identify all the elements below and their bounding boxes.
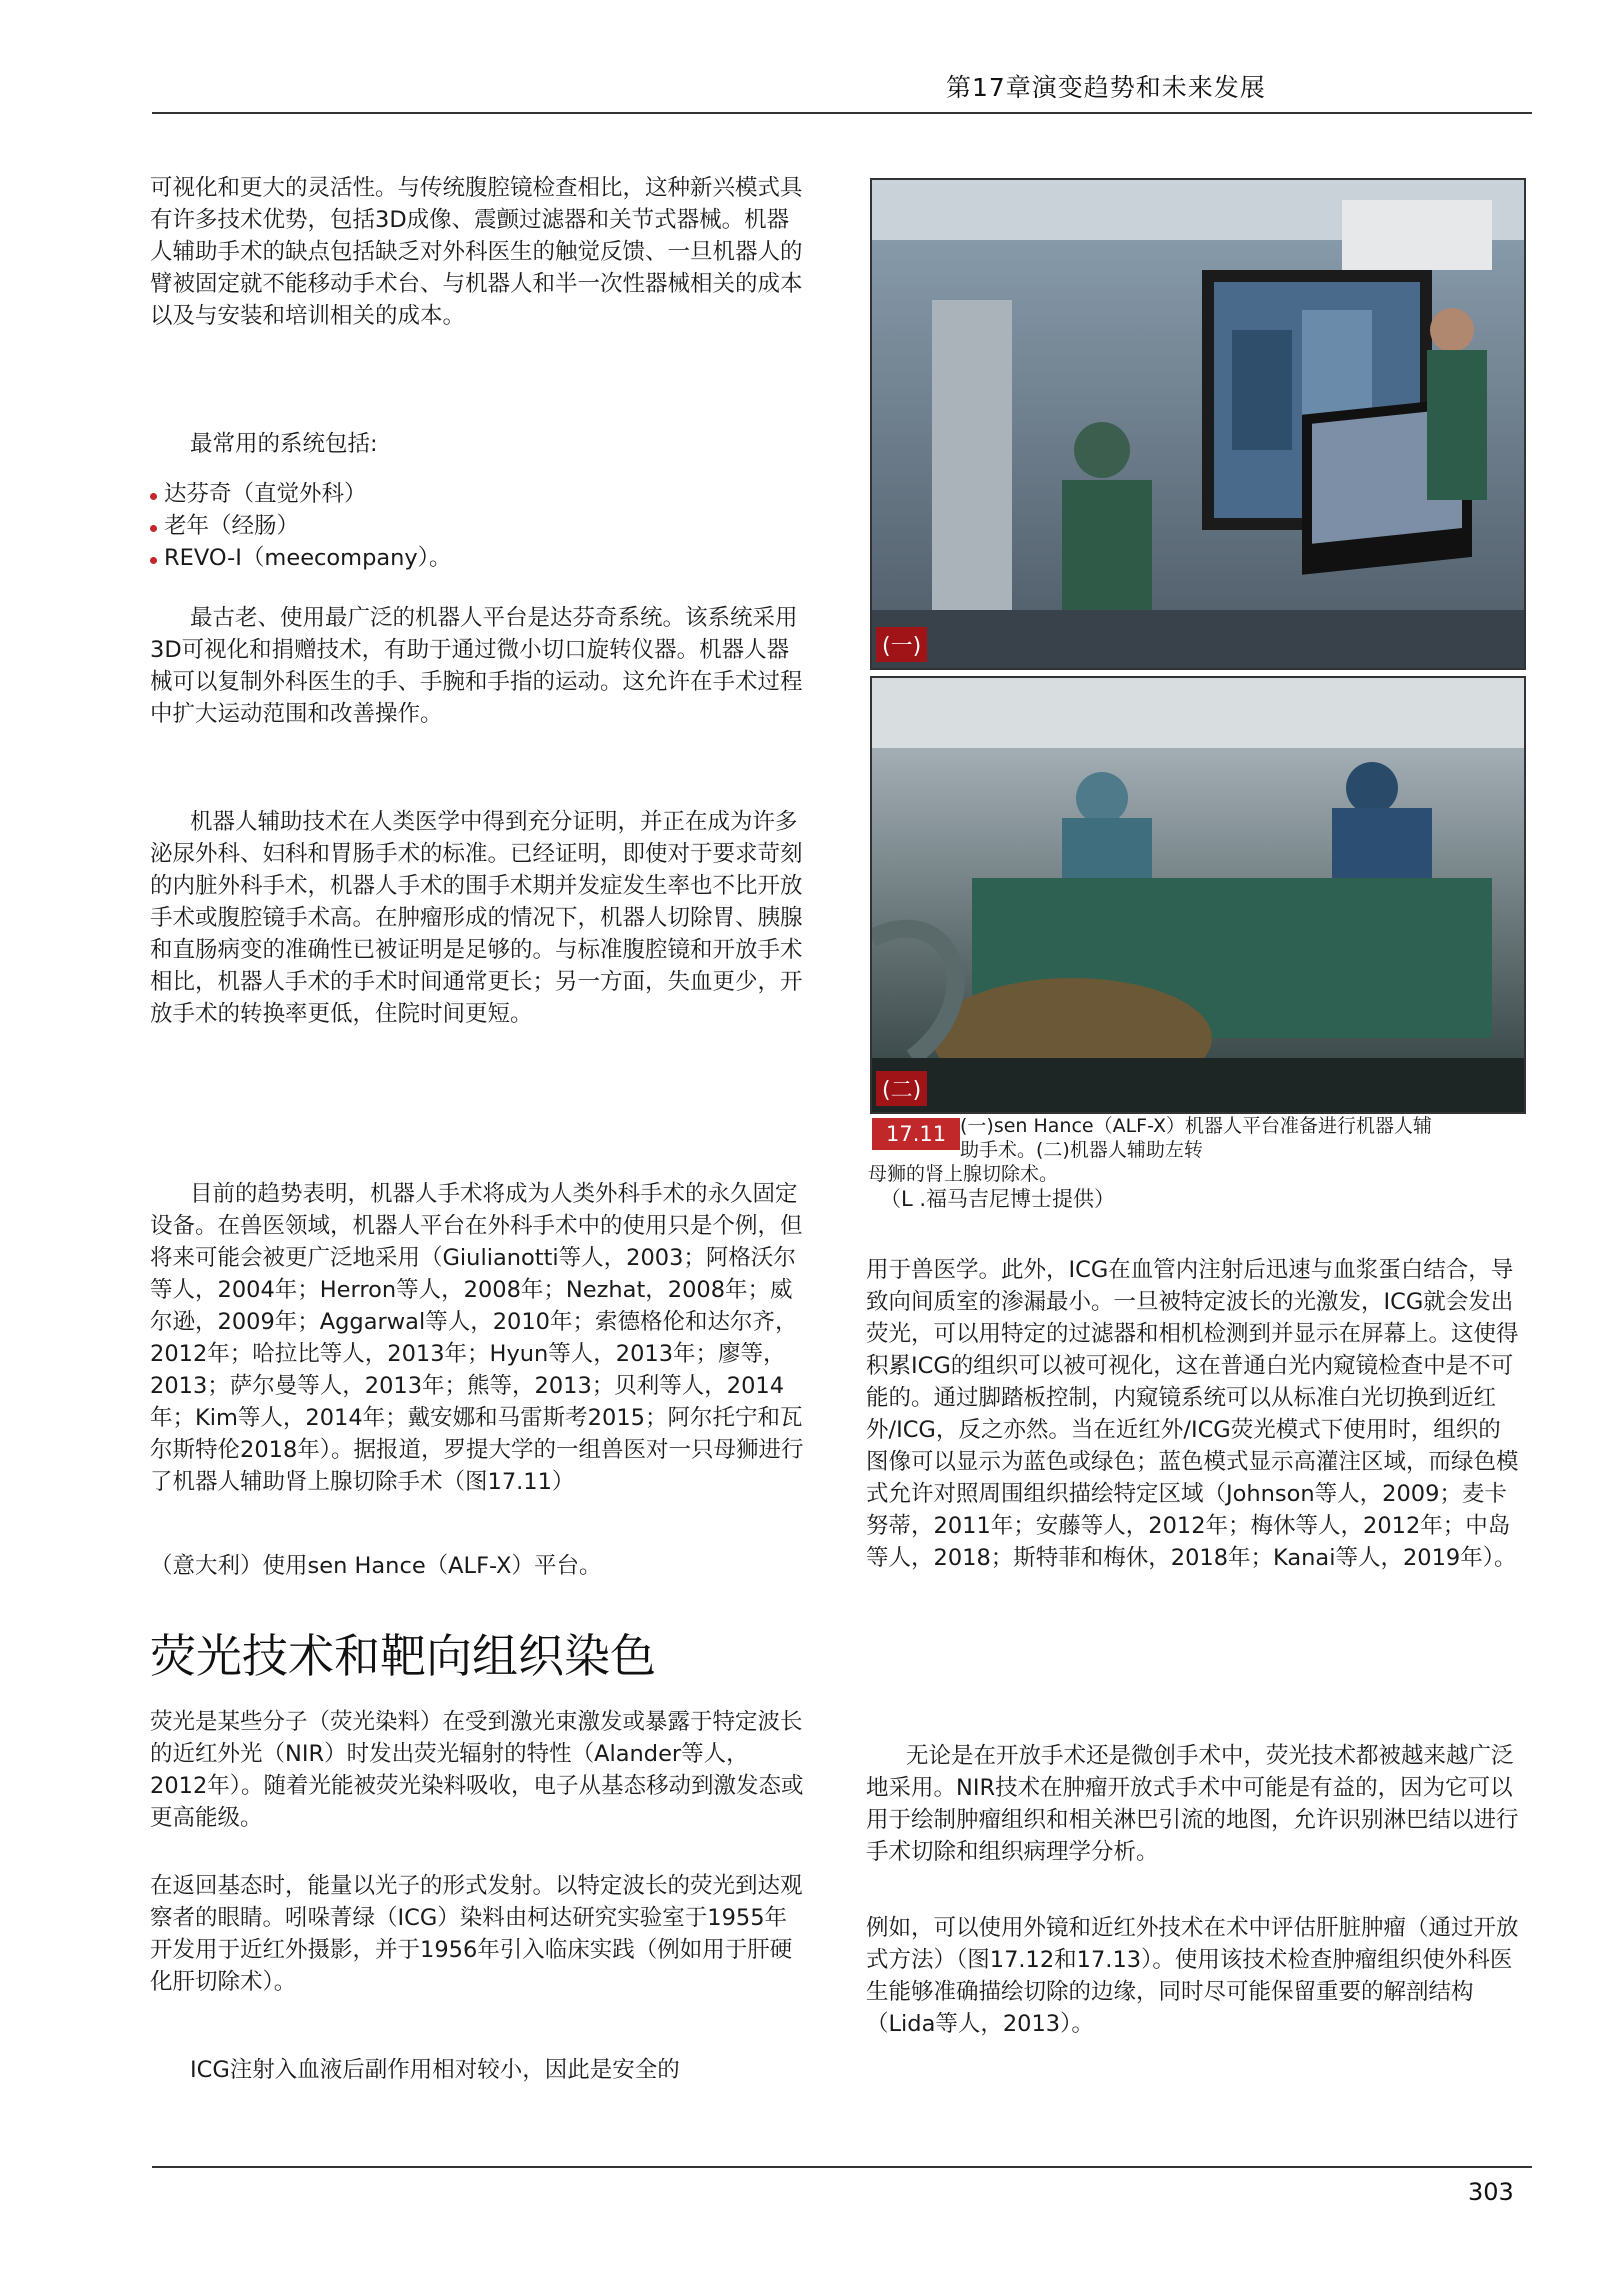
right-paragraph-3: 例如，可以使用外镜和近红外技术在术中评估肝脏肿瘤（通过开放式方法）（图17.12和17.13）。使用该技术检查肿瘤组织使外科医生能够准确描绘切除的边缘，同时尽可能保留重要的解剖结构（Lida等人，2013）。 [866, 1915, 1519, 2037]
left-paragraph-8: 在返回基态时，能量以光子的形式发射。以特定波长的荧光到达观察者的眼睛。吲哚菁绿（ICG）染料由柯达研究实验室于1955年开发用于近红外摄影，并于1956年引入临床实践（例如用于肝硬化肝切除术）。 [150, 1873, 803, 1995]
right-paragraph-2: 无论是在开放手术还是微创手术中，荧光技术都被越来越广泛地采用。NIR技术在肿瘤开放式手术中可能是有益的，因为它可以用于绘制肿瘤组织和相关淋巴引流的地图，允许识别淋巴结以进行手术切除和组织病理学分析。 [866, 1743, 1519, 1865]
list-item: REVO-I（meecompany）。 [150, 542, 805, 574]
systems-intro: 最常用的系统包括: [190, 431, 378, 457]
figure-label-a: (一) [876, 627, 927, 662]
figure-caption-tail: 母狮的肾上腺切除术。 [868, 1163, 1059, 1185]
left-paragraph-3: 最古老、使用最广泛的机器人平台是达芬奇系统。该系统采用3D可视化和捐赠技术，有助于通过微小切口旋转仪器。机器人器械可以复制外科医生的手、手腕和手指的运动。这允许在手术过程中扩大运动范围和改善操作。 [150, 605, 803, 727]
left-paragraph-5: 目前的趋势表明，机器人手术将成为人类外科手术的永久固定设备。在兽医领域，机器人平台在外科手术中的使用只是个例，但将来可能会被更广泛地采用（Giulianotti等人，2003；阿格沃尔等人，2004年；Herron等人，2008年；Nezhat，2008年；威尔逊，2009年；Aggarwal等人，2010年；索德格伦和达尔齐，2012年；哈拉比等人，2013年；Hyun等人，2013年；廖等，2013；萨尔曼等人，2013年；熊等，2013；贝利等人，2014年；Kim等人，2014年；戴安娜和马雷斯考2015；阿尔托宁和瓦尔斯特伦2018年）。据报道，罗提大学的一组兽医对一只母狮进行了机器人辅助肾上腺切除手术（图17.11） [150, 1181, 804, 1495]
page-number: 303 [1468, 2178, 1514, 2206]
running-header: 第17章演变趋势和未来发展 [946, 73, 1266, 102]
list-item: 老年（经肠） [150, 510, 805, 542]
left-paragraph-4: 机器人辅助技术在人类医学中得到充分证明，并正在成为许多泌尿外科、妇科和胃肠手术的标准。已经证明，即使对于要求苛刻的内脏外科手术，机器人手术的围手术期并发症发生率也不比开放手术或腹腔镜手术高。在肿瘤形成的情况下，机器人切除胃、胰腺和直肠病变的准确性已被证明是足够的。与标准腹腔镜和开放手术相比，机器人手术的手术时间通常更长；另一方面，失血更少，开放手术的转换率更低，住院时间更短。 [150, 809, 803, 1027]
figure-caption: (一)sen Hance（ALF-X）机器人平台准备进行机器人辅助手术。(二)机器人辅助左转 [960, 1115, 1433, 1161]
figure-17-11-b-photo [870, 676, 1526, 1114]
left-paragraph-6: （意大利）使用sen Hance（ALF-X）平台。 [150, 1553, 602, 1579]
figure-credit: （L .福马吉尼博士提供） [880, 1187, 1116, 1211]
left-paragraph-1: 可视化和更大的灵活性。与传统腹腔镜检查相比，这种新兴模式具有许多技术优势，包括3D成像、震颤过滤器和关节式器械。机器人辅助手术的缺点包括缺乏对外科医生的触觉反馈、一旦机器人的臂被固定就不能移动手术台、与机器人和半一次性器械相关的成本以及与安装和培训相关的成本。 [150, 175, 803, 329]
figure-17-11-a-photo [870, 178, 1526, 670]
left-paragraph-9: ICG注射入血液后副作用相对较小，因此是安全的 [190, 2057, 680, 2083]
operating-room-photo [872, 180, 1524, 668]
footer-rule [152, 2166, 1532, 2168]
left-paragraph-7: 荧光是某些分子（荧光染料）在受到激光束激发或暴露于特定波长的近红外光（NIR）时发出荧光辐射的特性（Alander等人，2012年）。随着光能被荧光染料吸收，电子从基态移动到激发态或更高能级。 [150, 1709, 804, 1831]
right-paragraph-1: 用于兽医学。此外，ICG在血管内注射后迅速与血浆蛋白结合，导致向间质室的渗漏最小。一旦被特定波长的光激发，ICG就会发出荧光，可以用特定的过滤器和相机检测到并显示在屏幕上。这使得积累ICG的组织可以被可视化，这在普通白光内窥镜检查中是不可能的。通过脚踏板控制，内窥镜系统可以从标准白光切换到近红外/ICG，反之亦然。当在近红外/ICG荧光模式下使用时，组织的图像可以显示为蓝色或绿色；蓝色模式显示高灌注区域，而绿色模式允许对照周围组织描绘特定区域（Johnson等人，2009；麦卡努蒂，2011年；安藤等人，2012年；梅休等人，2012年；中岛等人，2018；斯特菲和梅休，2018年；Kanai等人，2019年）。 [866, 1257, 1519, 1571]
section-title: 荧光技术和靶向组织染色 [150, 1629, 656, 1683]
figure-label-b: (二) [876, 1071, 927, 1106]
list-item: 达芬奇（直觉外科） [150, 478, 805, 510]
figure-number-badge: 17.11 [872, 1118, 960, 1150]
header-rule [152, 112, 1532, 114]
surgery-photo [872, 678, 1524, 1112]
systems-list [150, 478, 805, 574]
